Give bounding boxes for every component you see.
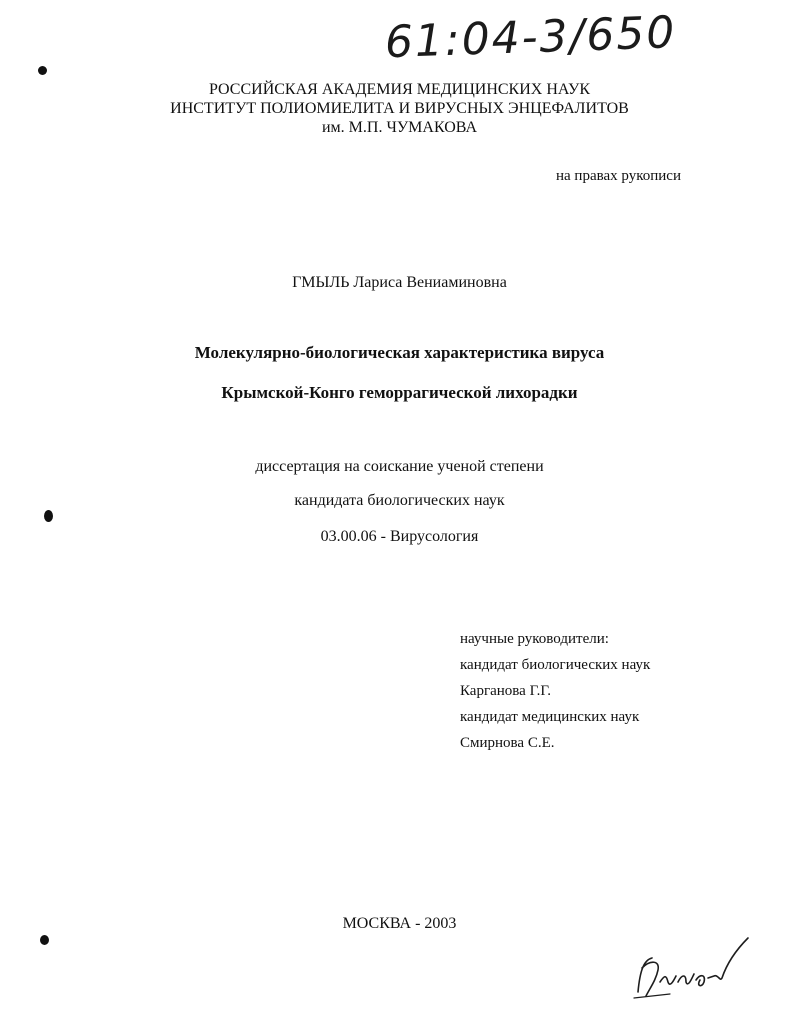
handwritten-archive-code: 61:04-3/650 — [384, 7, 678, 69]
degree-line1: диссертация на соискание ученой степени — [255, 458, 544, 475]
supervisor1-name: Карганова Г.Г. — [460, 683, 552, 699]
handwritten-signature — [630, 930, 760, 1005]
degree-line2: кандидата биологических наук — [294, 492, 505, 509]
city-year: МОСКВА - 2003 — [342, 915, 457, 932]
scan-mark — [38, 66, 47, 75]
scan-mark — [44, 510, 53, 522]
supervisor2-name: Смирнова С.Е. — [460, 735, 555, 751]
supervisor1-degree: кандидат биологических наук — [460, 657, 651, 673]
supervisor2-degree: кандидат медицинских наук — [460, 709, 640, 725]
specialty-code: 03.00.06 - Вирусология — [320, 528, 479, 545]
author-name: ГМЫЛЬ Лариса Вениаминовна — [292, 274, 507, 291]
thesis-title-line1: Молекулярно-биологическая характеристика вируса — [194, 343, 605, 362]
scan-mark — [40, 935, 49, 945]
supervisors-heading: научные руководители: — [460, 631, 609, 647]
header-institute: ИНСТИТУТ ПОЛИОМИЕЛИТА И ВИРУСНЫХ ЭНЦЕФАЛИТОВ — [170, 100, 629, 117]
rights-note: на правах рукописи — [556, 168, 681, 184]
thesis-title-line2: Крымской-Конго геморрагической лихорадки — [221, 383, 578, 402]
header-academy: РОССИЙСКАЯ АКАДЕМИЯ МЕДИЦИНСКИХ НАУК — [208, 81, 591, 98]
header-named-after: им. М.П. ЧУМАКОВА — [321, 119, 478, 136]
